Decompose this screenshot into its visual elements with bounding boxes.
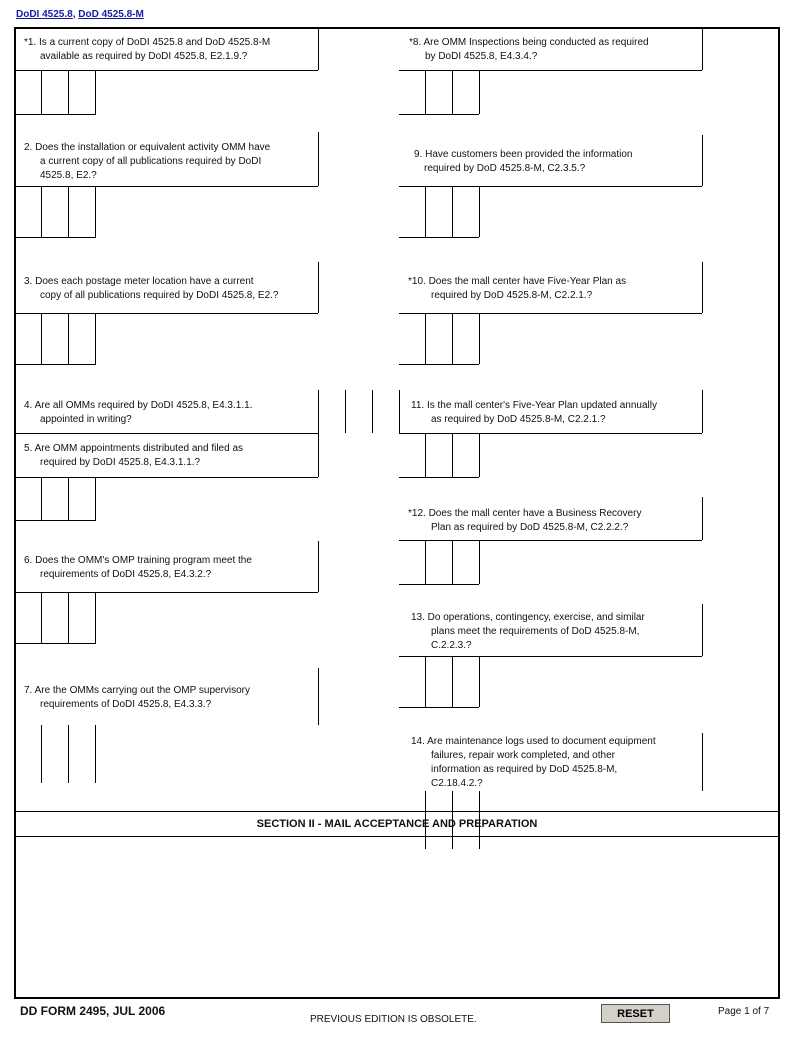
answer-box-divider (68, 70, 69, 114)
question-2-line-1: 2. Does the installation or equivalent activity OMM have (24, 142, 271, 153)
answer-box-divider (41, 313, 42, 364)
reset-button[interactable]: RESET (601, 1004, 670, 1023)
answer-box-divider (399, 477, 479, 478)
answer-box-divider (425, 70, 426, 114)
divider (399, 656, 702, 657)
question-14-line-4: C2.18.4.2.? (431, 778, 483, 789)
question-2 (24, 141, 270, 183)
answer-box-divider (452, 540, 453, 584)
answer-box-divider (479, 70, 480, 114)
question-5-line-2: required by DoDI 4525.8, E4.3.1.1.? (40, 457, 201, 468)
question-4-line-1: 4. Are all OMMs required by DoDI 4525.8, E4.3.1.1. (24, 400, 253, 411)
answer-box-divider (41, 725, 42, 783)
form-identifier: DD FORM 2495, JUL 2006 (20, 1004, 166, 1018)
question-11-line-1: 11. Is the mall center's Five-Year Plan updated annually (411, 400, 657, 411)
question-12 (408, 507, 641, 535)
divider (16, 592, 318, 593)
divider (702, 604, 703, 656)
answer-box-divider (479, 540, 480, 584)
divider (16, 186, 318, 187)
divider (399, 313, 702, 314)
answer-box-divider (399, 584, 479, 585)
divider (318, 541, 319, 592)
question-6 (24, 554, 252, 582)
question-14-line-1: 14. Are maintenance logs used to document equipment (411, 736, 656, 747)
answer-box-divider (479, 433, 480, 477)
divider (702, 733, 703, 791)
answer-box-divider (345, 390, 346, 433)
question-9-line-1: 9. Have customers been provided the information (414, 149, 633, 160)
question-8 (409, 36, 649, 64)
answer-box-divider (68, 186, 69, 237)
question-1-line-2: available as required by DoDI 4525.8, E2.1.9.? (40, 51, 248, 62)
answer-box-divider (425, 313, 426, 364)
question-10-line-2: required by DoD 4525.8-M, C2.2.1.? (431, 290, 593, 301)
divider (318, 262, 319, 313)
question-4-line-2: appointed in writing? (40, 414, 132, 425)
dodi-4525-8-link[interactable]: DoDI 4525.8 (16, 9, 73, 20)
divider (16, 313, 318, 314)
answer-box-divider (16, 364, 96, 365)
answer-box-divider (425, 656, 426, 707)
answer-box-divider (16, 643, 96, 644)
divider (16, 70, 318, 71)
question-1 (24, 36, 270, 64)
link-separator: , (72, 9, 79, 20)
answer-box-divider (425, 433, 426, 477)
question-4 (24, 399, 252, 427)
divider (702, 390, 703, 433)
answer-box-divider (95, 592, 96, 643)
divider (702, 28, 703, 70)
divider (318, 132, 319, 186)
answer-box-divider (41, 70, 42, 114)
section-divider (14, 836, 780, 837)
divider (318, 668, 319, 725)
answer-box-divider (399, 707, 479, 708)
answer-box-divider (16, 520, 96, 521)
answer-box-divider (479, 313, 480, 364)
answer-box-divider (16, 114, 96, 115)
divider (702, 135, 703, 186)
answer-box-divider (452, 433, 453, 477)
answer-box-divider (452, 70, 453, 114)
question-14 (411, 735, 656, 791)
question-13-line-3: C.2.2.3.? (431, 640, 472, 651)
question-3-line-1: 3. Does each postage meter location have a current (24, 276, 254, 287)
answer-box-divider (95, 313, 96, 364)
question-11 (411, 399, 657, 427)
answer-box-divider (425, 540, 426, 584)
answer-box-divider (41, 186, 42, 237)
divider (399, 186, 702, 187)
answer-box-divider (399, 364, 479, 365)
answer-box-divider (95, 477, 96, 520)
answer-box-divider (452, 313, 453, 364)
divider (16, 433, 318, 434)
question-13-line-1: 13. Do operations, contingency, exercise, and similar (411, 612, 645, 623)
question-9 (414, 148, 632, 176)
answer-box-divider (41, 592, 42, 643)
divider (16, 477, 318, 478)
answer-box-divider (16, 237, 96, 238)
question-10 (408, 275, 626, 303)
answer-box-divider (452, 656, 453, 707)
dod-4525-8-m-link[interactable]: DoD 4525.8-M (78, 9, 144, 20)
question-11-line-2: as required by DoD 4525.8-M, C2.2.1.? (431, 414, 606, 425)
question-7-line-2: requirements of DoDI 4525.8, E4.3.3.? (40, 699, 212, 710)
answer-box-divider (372, 390, 373, 433)
question-2-line-2: a current copy of all publications required by DoDI (40, 156, 262, 167)
question-10-line-1: *10. Does the mall center have Five-Year Plan as (408, 276, 627, 287)
reference-links (16, 9, 144, 20)
question-7 (24, 684, 250, 712)
question-14-line-3: information as required by DoD 4525.8-M, (431, 764, 618, 775)
section-2-title: SECTION II - MAIL ACCEPTANCE AND PREPARATION (256, 818, 538, 830)
question-5-line-1: 5. Are OMM appointments distributed and filed as (24, 443, 244, 454)
previous-edition-note: PREVIOUS EDITION IS OBSOLETE. (310, 1014, 477, 1025)
answer-box-divider (41, 477, 42, 520)
divider (399, 433, 702, 434)
answer-box-divider (95, 725, 96, 783)
question-12-line-2: Plan as required by DoD 4525.8-M, C2.2.2.? (431, 522, 629, 533)
answer-box-divider (68, 592, 69, 643)
answer-box-divider (399, 114, 479, 115)
answer-box-divider (68, 313, 69, 364)
answer-box-divider (425, 186, 426, 237)
section-divider (14, 811, 780, 812)
answer-box-divider (479, 656, 480, 707)
answer-box-divider (399, 237, 479, 238)
divider (702, 497, 703, 540)
answer-box-divider (452, 186, 453, 237)
question-8-line-1: *8. Are OMM Inspections being conducted as required (409, 37, 649, 48)
question-3 (24, 275, 278, 303)
answer-box-divider (95, 186, 96, 237)
question-6-line-1: 6. Does the OMM's OMP training program meet the (24, 555, 252, 566)
question-12-line-1: *12. Does the mall center have a Business Recovery (408, 508, 642, 519)
question-9-line-2: required by DoD 4525.8-M, C2.3.5.? (424, 163, 586, 174)
question-5 (24, 442, 243, 470)
question-2-line-3: 4525.8, E2.? (40, 170, 97, 181)
answer-box-divider (399, 390, 400, 433)
page-number: Page 1 of 7 (718, 1006, 770, 1017)
divider (318, 28, 319, 70)
question-7-line-1: 7. Are the OMMs carrying out the OMP supervisory (24, 685, 251, 696)
divider (399, 540, 702, 541)
answer-box-divider (95, 70, 96, 114)
question-13 (411, 611, 645, 653)
question-14-line-2: failures, repair work completed, and other (431, 750, 615, 761)
question-13-line-2: plans meet the requirements of DoD 4525.8-M, (431, 626, 640, 637)
divider (702, 262, 703, 313)
question-6-line-2: requirements of DoDI 4525.8, E4.3.2.? (40, 569, 212, 580)
divider (318, 433, 319, 477)
question-8-line-2: by DoDI 4525.8, E4.3.4.? (425, 51, 538, 62)
question-1-line-1: *1. Is a current copy of DoDI 4525.8 and DoD 4525.8-M (24, 37, 271, 48)
divider (399, 70, 702, 71)
divider (318, 390, 319, 433)
question-3-line-2: copy of all publications required by DoDI 4525.8, E2.? (40, 290, 279, 301)
answer-box-divider (479, 186, 480, 237)
answer-box-divider (68, 477, 69, 520)
answer-box-divider (68, 725, 69, 783)
